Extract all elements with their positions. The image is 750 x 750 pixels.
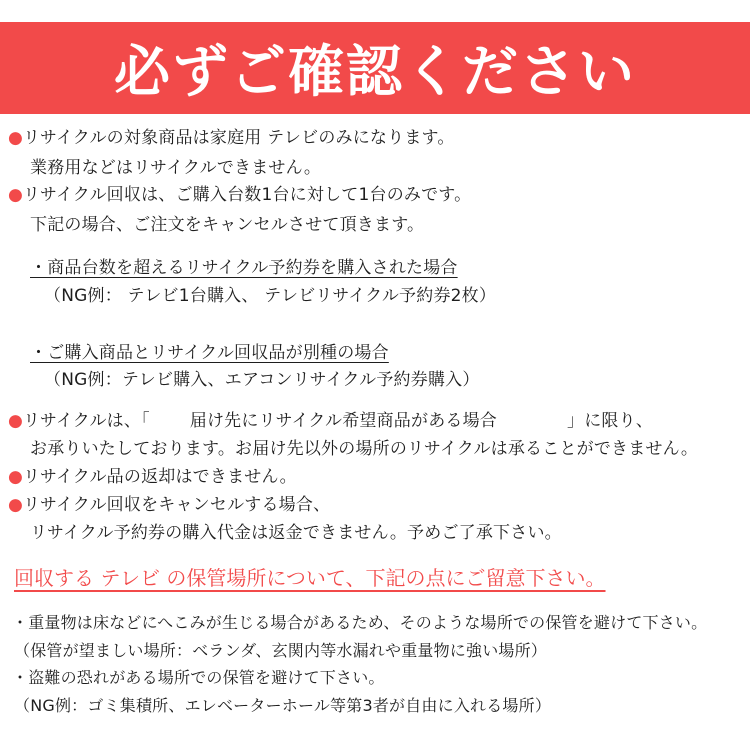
notice-line — [30, 214, 424, 236]
case-title: ・ご購入商品とリサイクル回収品が別種の場合 — [30, 343, 389, 363]
storage-line: （保管が望ましい場所：ベランダ、玄関内等水漏れや重量物に強い場所） — [14, 641, 548, 660]
storage-line: ・盗難の恐れがある場所での保管を避けて下さい。 — [12, 668, 385, 687]
notice-text: リサイクルの対象商品は家庭用 テレビのみになります。 — [23, 128, 455, 148]
notice-text: 届け先にリサイクル希望商品がある場合 — [189, 411, 498, 431]
case-title: ・商品台数を超えるリサイクル予約券を購入された場合 — [30, 258, 458, 278]
notice-text: お承りいたしております。お届け先以外の場所のリサイクルは承ることができません。 — [30, 439, 699, 459]
case-example: （NG例：テレビ購入、エアコンリサイクル予約券購入） — [44, 370, 480, 390]
notice-text: 」に限り、 — [567, 411, 654, 431]
header-banner — [0, 22, 750, 114]
bullet-icon: ● — [8, 185, 24, 205]
bullet-icon: ● — [8, 467, 24, 487]
notice-line — [8, 127, 455, 149]
notice-line — [30, 438, 698, 460]
notice-line — [30, 522, 562, 544]
notice-line — [30, 157, 321, 179]
bullet-icon: ● — [8, 411, 24, 431]
notice-line — [8, 184, 471, 206]
notice-text: リサイクル品の返却はできません。 — [23, 467, 297, 487]
notice-line — [8, 466, 297, 488]
notice-text: リサイクル予約券の購入代金は返金できません。予めご了承下さい。 — [30, 523, 562, 543]
bullet-icon: ● — [8, 128, 24, 148]
bullet-icon: ● — [8, 495, 24, 515]
storage-heading: 回収する テレビ の保管場所について、下記の点にご留意下さい。 — [14, 566, 606, 590]
notice-line — [8, 494, 330, 516]
notice-line — [8, 410, 653, 432]
storage-line: ・重量物は床などにへこみが生じる場合があるため、そのような場所での保管を避けて下さい。 — [12, 613, 708, 632]
notice-text: リサイクル回収は、ご購入台数1台に対して1台のみです。 — [23, 185, 472, 205]
notice-text: 下記の場合、ご注文をキャンセルさせて頂きます。 — [30, 215, 425, 235]
banner-title: 必ずご確認ください — [114, 40, 636, 105]
notice-text: リサイクルは、「 — [23, 411, 150, 431]
notice-text: 業務用などはリサイクルできません。 — [30, 158, 322, 178]
case-example: （NG例： テレビ1台購入、 テレビリサイクル予約券2枚） — [44, 286, 497, 306]
storage-line: （NG例：ゴミ集積所、エレベーターホール等第3者が自由に入れる場所） — [14, 696, 552, 715]
notice-text: リサイクル回収をキャンセルする場合、 — [23, 495, 331, 515]
